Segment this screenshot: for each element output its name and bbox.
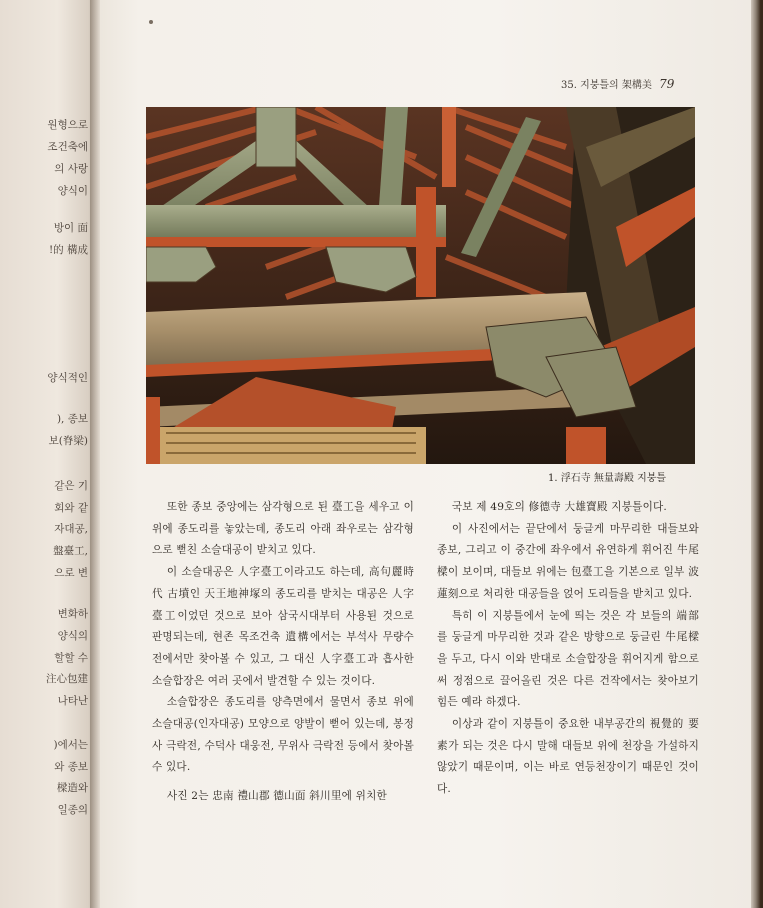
left-page-line: 注心包建 [46,673,88,685]
left-page-line: !的 構成 [48,244,88,256]
running-head-title: 35. 지붕틀의 架構美 [561,80,652,91]
left-page-line: ), 종보 [56,413,88,425]
left-page-line: 원형으로 [47,119,88,131]
figure-caption: 1. 浮石寺 無量壽殿 지붕틀 [548,473,667,484]
left-page-line: 의 사랑 [54,163,88,175]
left-page-line: 조건축에 [47,141,88,153]
body-paragraph: 사진 2는 忠南 禮山郡 德山面 斜川里에 위치한 [166,790,387,803]
body-paragraph: 특히 이 지붕틀에서 눈에 띄는 것은 각 보들의 端部를 둥글게 마무리한 것과 같은 방향으로 둥글린 牛尾樑을 두고, 다시 이와 반대로 소슬합장을 휘어지게 함으로써 정점으로 끌어올린 것은 다른 건작에서는 찾아보기 힘든 예라 하겠다. [437,609,699,709]
left-page-line: 할할 수 [54,652,88,664]
left-page-line: 변화하 [57,608,88,620]
left-page-line: )에서는 [53,739,88,751]
left-page-line: 樑造와 [56,782,88,794]
left-page-line: 나타난 [57,695,88,707]
left-page-line: 회와 같 [54,502,88,514]
paper-spot [149,20,153,24]
left-page-line: 보(脊梁) [48,435,88,447]
left-page-line: 와 종보 [54,761,88,773]
left-page-line: 양식적인 [47,372,88,384]
page-edge [751,0,763,908]
body-paragraph: 또한 종보 중앙에는 삼각형으로 된 臺工을 세우고 이 위에 종도리를 놓았는데, 종도리 아래 좌우로는 삼각형으로 뻗친 소슬대공이 받치고 있다. [152,501,414,557]
left-page-fragment [0,0,96,908]
left-page-line: 같은 기 [54,480,88,492]
left-page-line: 양식이 [57,185,88,197]
body-paragraph: 소슬합장은 종도리를 양측면에서 물면서 종보 위에 소슬대공(인자대공) 모양으로 양발이 뻗어 있는데, 봉정사 극락전, 수덕사 대웅전, 무위사 극락전 등에서 찾아볼 수 있다. [152,696,414,774]
page-number: 79 [659,77,675,91]
body-paragraph: 이상과 같이 지붕틀이 중요한 내부공간의 視覺的 要素가 되는 것은 다시 말해 대들보 위에 천장을 가설하지 않았기 때문이며, 이는 바로 연등천장이기 때문인 것이다. [437,718,699,796]
left-page-line: 으로 변 [54,567,88,579]
running-head [561,76,674,91]
left-page-line: 일종의 [57,804,88,816]
body-column-left [152,497,414,808]
left-page-line: 방이 面 [53,222,88,234]
figure-photo [146,107,695,464]
left-page-line: 盤臺工, [53,545,88,557]
body-column-right [437,497,699,801]
body-paragraph: 이 소슬대공은 人字臺工이라고도 하는데, 高句麗時代 古墳인 天王地神塚의 종도리를 받치는 대공은 人字臺工이었던 것으로 보아 삼국시대부터 사용된 것으로 판명되는데, 현존 목조건축 遺構에서는 부석사 무량수전에서만 찾아볼 수 있고, 그 대신 人字臺工과 흡사한 소슬합장은 여러 곳에서 발견할 수 있는 것이다. [152,566,414,687]
left-page-line: 자대공, [54,523,88,535]
temple-roof-framework-photo-icon [146,107,695,464]
body-paragraph: 이 사진에서는 끝단에서 둥글게 마무리한 대들보와 종보, 그리고 이 중간에 좌우에서 유연하게 휘어진 牛尾樑이 보이며, 대들보 위에는 包臺工을 기본으로 일부 波蓮刻으로 처리한 대공들을 얹어 도리들을 받치고 있다. [437,522,699,600]
body-paragraph: 국보 제 49호의 修德寺 大雄寶殿 지붕틀이다. [451,501,668,513]
left-page-line: 양식의 [57,630,88,642]
